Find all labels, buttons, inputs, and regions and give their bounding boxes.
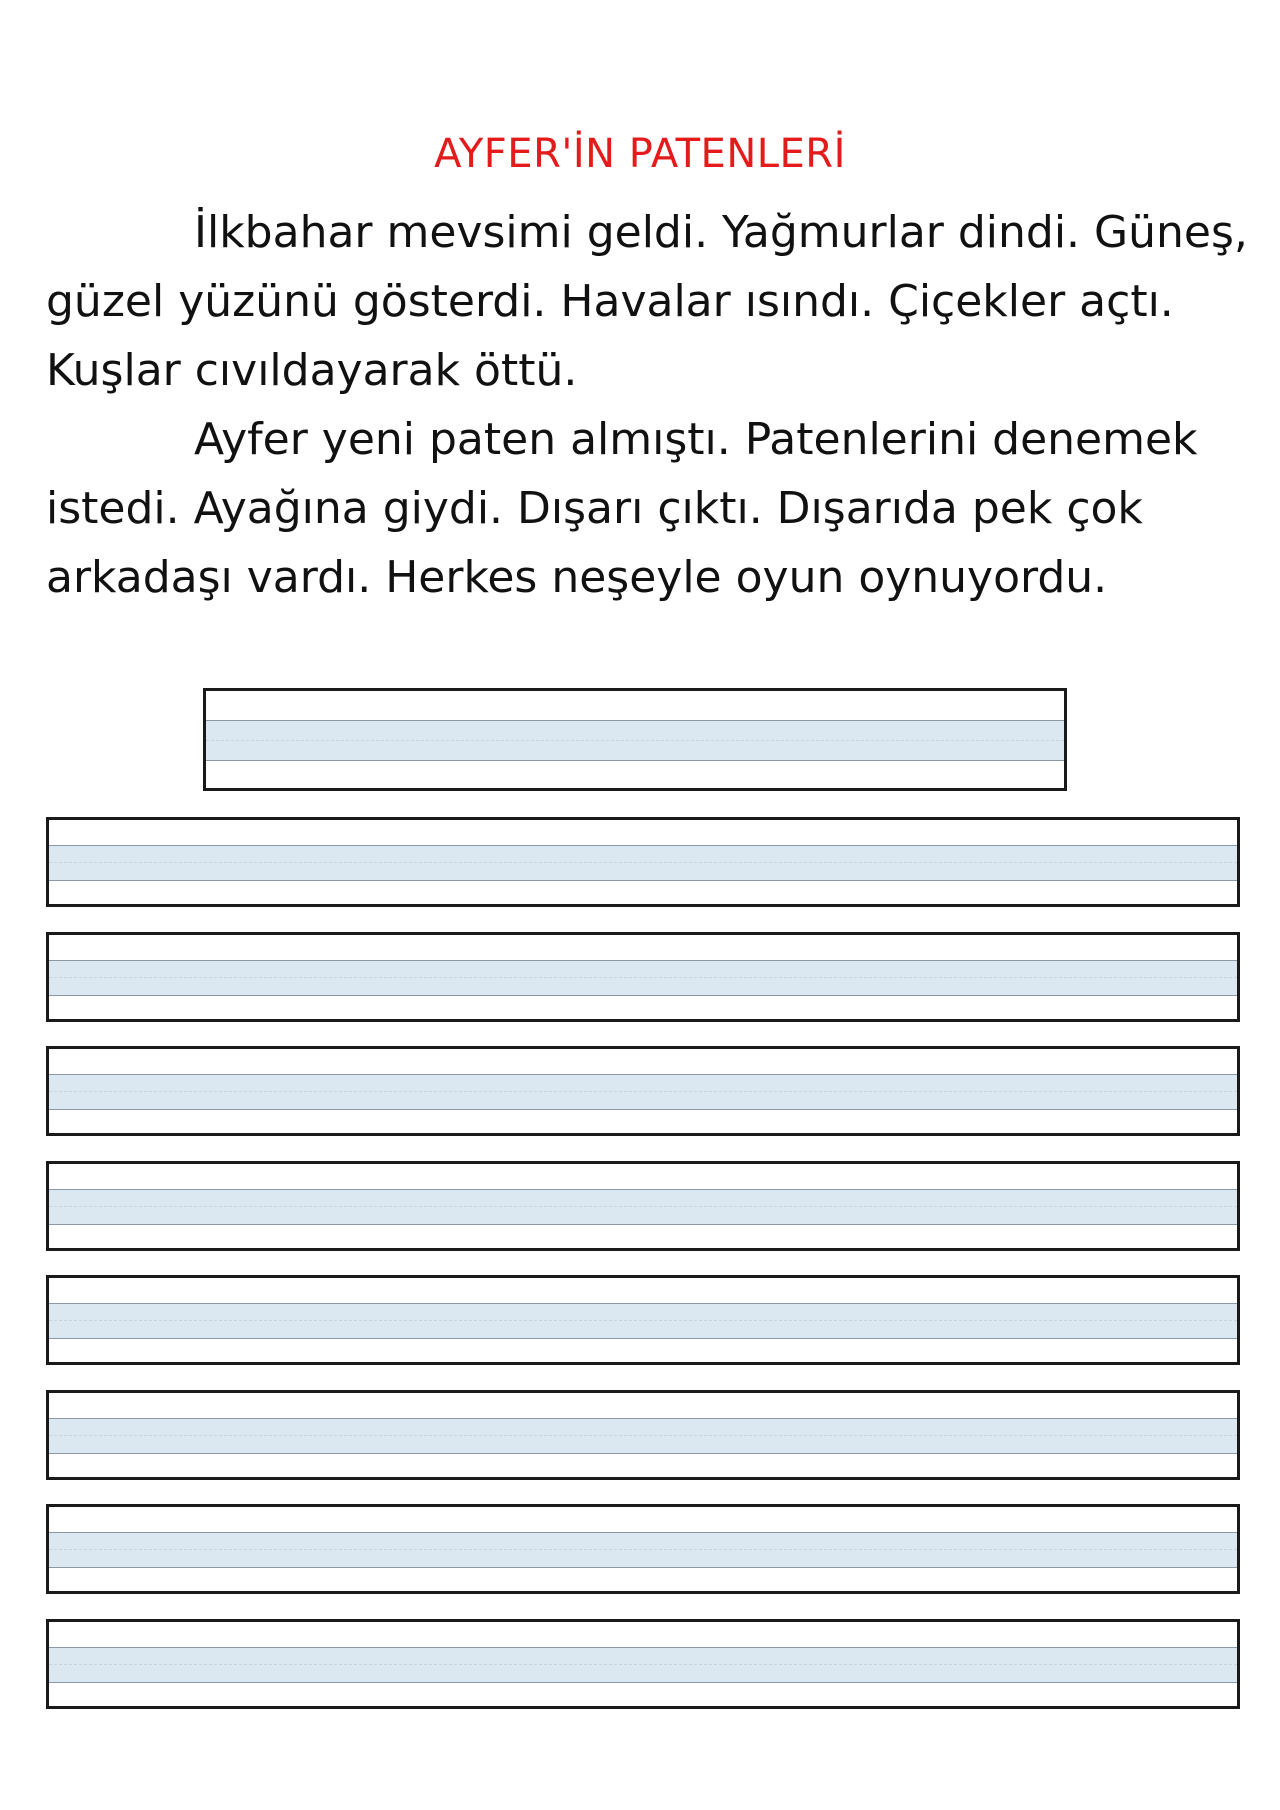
writing-line-2[interactable] [46,932,1240,1022]
writing-midline [49,1091,1237,1092]
writing-midline [49,1320,1237,1321]
title-writing-line[interactable] [203,688,1067,791]
story-line: istedi. Ayağına giydi. Dışarı çıktı. Dışarıda pek çok [46,483,1143,534]
writing-midline [49,862,1237,863]
writing-midline [49,1206,1237,1207]
writing-line-8[interactable] [46,1619,1240,1709]
writing-line-5[interactable] [46,1275,1240,1365]
writing-midline [49,1664,1237,1665]
worksheet-title: AYFER'İN PATENLERİ [434,131,846,177]
writing-line-1[interactable] [46,817,1240,907]
writing-midline [206,740,1064,741]
writing-midline [49,1549,1237,1550]
story-line: arkadaşı vardı. Herkes neşeyle oyun oynuyordu. [46,552,1108,603]
writing-line-7[interactable] [46,1504,1240,1594]
story-line: Kuşlar cıvıldayarak öttü. [46,345,578,396]
writing-line-3[interactable] [46,1046,1240,1136]
story-text [46,198,1246,612]
writing-midline [49,977,1237,978]
writing-line-4[interactable] [46,1161,1240,1251]
writing-line-6[interactable] [46,1390,1240,1480]
story-line: İlkbahar mevsimi geldi. Yağmurlar dindi. Güneş, [194,207,1248,258]
story-line: güzel yüzünü gösterdi. Havalar ısındı. Çiçekler açtı. [46,276,1174,327]
story-line: Ayfer yeni paten almıştı. Patenlerini denemek [194,414,1198,465]
writing-midline [49,1435,1237,1436]
